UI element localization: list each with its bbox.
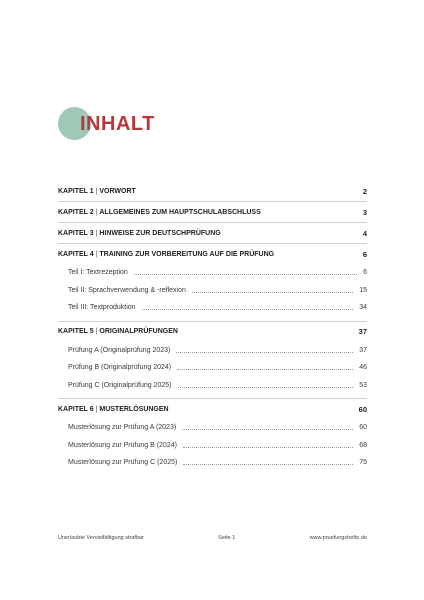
dot-leader <box>176 352 353 353</box>
chapter-title: VORWORT <box>99 187 136 195</box>
chapter-number: KAPITEL 2 <box>58 208 94 216</box>
entry-title: Musterlösung zur Prüfung B (2024) <box>68 441 177 449</box>
chapter-heading <box>58 230 221 237</box>
chapter-number: KAPITEL 1 <box>58 187 94 195</box>
chapter-heading <box>58 251 274 258</box>
chapter-number: KAPITEL 4 <box>58 250 94 258</box>
chapter-heading <box>58 209 261 216</box>
chapter-page-number: 37 <box>358 327 367 336</box>
entry-title: Prüfung A (Originalprüfung 2023) <box>68 346 171 354</box>
entry-title: Teil I: Textrezeption <box>68 269 128 277</box>
entry-title: Prüfung B (Originalprüfung 2024) <box>68 364 172 372</box>
entry-page-number: 46 <box>359 364 367 372</box>
dot-leader <box>192 292 353 293</box>
chapter-separator: | <box>93 229 100 237</box>
entry-page-number: 60 <box>359 424 367 432</box>
entry-page-number: 6 <box>363 269 367 277</box>
page-title-block <box>58 107 258 141</box>
chapter-title: HINWEISE ZUR DEUTSCHPRÜFUNG <box>99 229 221 237</box>
chapter-page-number: 60 <box>358 404 367 414</box>
chapter-heading <box>58 188 136 195</box>
toc-entry-row[interactable] <box>58 264 367 282</box>
chapter-heading <box>58 406 169 413</box>
entry-title: Teil II: Sprachverwendung & -reflexion <box>68 286 186 294</box>
entry-title: Prüfung C (Originalprüfung 2025) <box>68 381 172 389</box>
dot-leader <box>182 429 353 430</box>
entry-page-number: 53 <box>359 381 367 389</box>
toc-entry-row[interactable] <box>58 454 367 472</box>
table-of-contents <box>58 181 367 472</box>
entry-title: Musterlösung zur Prüfung A (2023) <box>68 424 177 432</box>
dot-leader <box>177 369 353 370</box>
chapter-page-number: 2 <box>362 186 367 196</box>
chapter-title: ALLGEMEINES ZUM HAUPTSCHULABSCHLUSS <box>99 208 261 216</box>
toc-chapter-row[interactable] <box>58 243 367 264</box>
toc-entry-row[interactable] <box>58 419 367 437</box>
toc-chapter-row[interactable] <box>58 321 367 342</box>
dot-leader <box>142 309 354 310</box>
toc-entry-row[interactable] <box>58 437 367 455</box>
entry-title: Teil III: Textproduktion <box>68 304 136 312</box>
chapter-title: MUSTERLÖSUNGEN <box>99 405 169 413</box>
chapter-title: TRAINING ZUR VORBEREITUNG AUF DIE PRÜFUNG <box>99 250 275 258</box>
toc-chapter-row[interactable] <box>58 398 367 419</box>
chapter-number: KAPITEL 3 <box>58 229 94 237</box>
dot-leader <box>134 274 357 275</box>
entry-title: Musterlösung zur Prüfung C (2025) <box>68 459 178 467</box>
toc-entry-row[interactable] <box>58 342 367 360</box>
toc-entry-row[interactable] <box>58 359 367 377</box>
chapter-separator: | <box>93 405 100 413</box>
chapter-number: KAPITEL 5 <box>58 328 94 335</box>
entry-page-number: 68 <box>359 441 367 449</box>
entry-page-number: 37 <box>359 346 367 354</box>
chapter-page-number: 6 <box>362 249 367 259</box>
dot-leader <box>183 464 353 465</box>
toc-entry-row[interactable] <box>58 299 367 317</box>
chapter-title: ORIGINALPRÜFUNGEN <box>99 328 178 335</box>
toc-chapter-row[interactable] <box>58 222 367 243</box>
toc-entry-row[interactable] <box>58 282 367 300</box>
chapter-number: KAPITEL 6 <box>58 405 94 413</box>
chapter-separator: | <box>93 250 100 258</box>
entry-page-number: 15 <box>359 286 367 294</box>
entry-page-number: 34 <box>359 304 367 312</box>
dot-leader <box>178 387 354 388</box>
footer-page-number: Seite 1 <box>218 535 236 541</box>
chapter-heading <box>58 328 178 335</box>
toc-chapter-row[interactable] <box>58 181 367 201</box>
page-footer <box>58 535 367 541</box>
dot-leader <box>183 447 353 448</box>
footer-copyright-notice: Unerlaubte Vervielfältigung strafbar <box>58 535 144 541</box>
toc-entry-row[interactable] <box>58 377 367 395</box>
chapter-separator: | <box>93 208 100 216</box>
page-title: INHALT <box>80 113 155 135</box>
toc-chapter-row[interactable] <box>58 201 367 222</box>
chapter-page-number: 4 <box>362 228 367 238</box>
entry-page-number: 75 <box>359 459 367 467</box>
footer-website: www.pruefungshefte.de <box>309 535 367 541</box>
chapter-page-number: 3 <box>362 207 367 217</box>
chapter-separator: | <box>93 328 100 335</box>
chapter-separator: | <box>93 187 100 195</box>
